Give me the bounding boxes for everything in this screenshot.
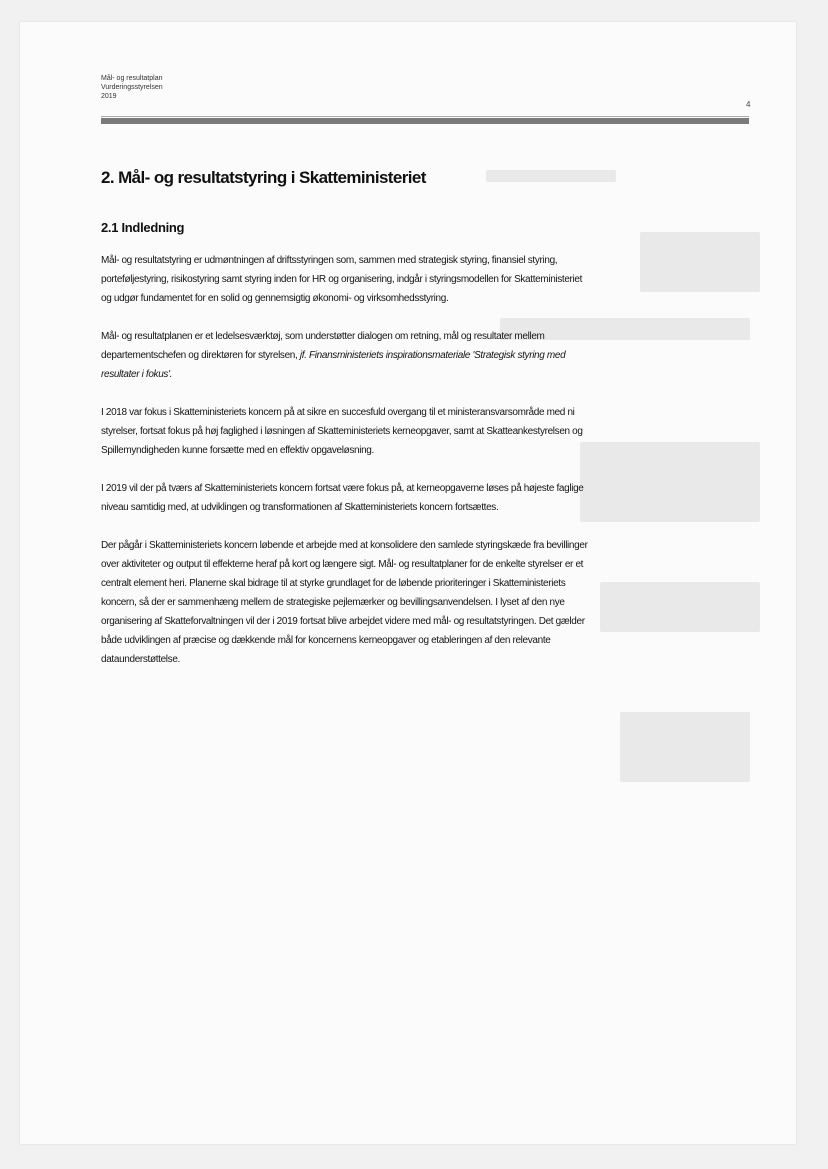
header-line-plan: Mål- og resultatplan bbox=[101, 75, 163, 82]
paragraph-reference: jf. Finansministeriets inspirationsmateriale 'Strategisk styring med resultater i fokus'. bbox=[101, 350, 566, 380]
bleed-through-block bbox=[580, 442, 760, 522]
subsection-title: 2.1 Indledning bbox=[101, 220, 185, 235]
paragraph-2018: I 2018 var fokus i Skatteministeriets koncern på at sikre en succesfuld overgang til et ministeransvarsområde med ni styrelser, fortsat fokus på høj faglighed i løsningen af Skatteministeriets kerneopgaver, samt at Skatteankestyrelsen og Spillemyndigheden kunne forsætte med en effektiv opgaveløsning. bbox=[101, 407, 583, 456]
paragraph-ledelsesvaerktoj bbox=[101, 327, 591, 384]
paragraph-styring: Mål- og resultatstyring er udmøntningen af driftsstyringen som, sammen med strategisk styring, finansiel styring, porteføljestyring, risikostyring samt styring inden for HR og organisering, indgår i styringsmodellen for Skatteministeriet og udgør fundamentet for en solid og gennemsigtig økonomi- og virksomhedsstyring. bbox=[101, 255, 583, 304]
paragraph-2019: I 2019 vil der på tværs af Skatteministeriets koncern fortsat være fokus på, at kerneopgaverne løses på højeste faglige niveau samtidig med, at udviklingen og transformationen af Skatteministeriets koncern fortsættes. bbox=[101, 483, 584, 513]
page-number: 4 bbox=[746, 100, 751, 109]
header-rule bbox=[101, 118, 749, 124]
paragraph-text: Mål- og resultatplanen er et ledelsesværktøj, som understøtter dialogen om retning, mål og resultater mellem departementschefen og direktøren for styrelsen, bbox=[101, 331, 545, 361]
running-header bbox=[101, 74, 163, 101]
header-line-agency: Vurderingsstyrelsen bbox=[101, 84, 163, 91]
document-page bbox=[20, 22, 796, 1144]
section-title: 2. Mål- og resultatstyring i Skatteministeriet bbox=[101, 168, 426, 187]
header-line-year: 2019 bbox=[101, 93, 117, 100]
bleed-through-block bbox=[620, 712, 750, 782]
bleed-through-block bbox=[600, 582, 760, 632]
header-rule-thin bbox=[101, 116, 749, 117]
paragraph-styringskaede: Der pågår i Skatteministeriets koncern løbende et arbejde med at konsolidere den samlede styringskæde fra bevillinger over aktiviteter og output til effekterne heraf på kort og længere sigt. Mål- og resultatplaner for de enkelte styrelser er et centralt element heri. Planerne skal bidrage til at styrke grundlaget for de løbende prioriteringer i Skatteministeriets koncern, så der er sammenhæng mellem de strategiske pejlemærker og bevillingsanvendelsen. I lyset af den nye organisering af Skatteforvaltningen vil der i 2019 fortsat blive arbejdet videre med mål- og resultatstyringen. Det gælder både udviklingen af præcise og dækkende mål for koncernens kerneopgaver og etableringen af den relevante dataunderstøttelse. bbox=[101, 540, 588, 665]
document-body bbox=[101, 168, 591, 688]
bleed-through-block bbox=[640, 232, 760, 292]
